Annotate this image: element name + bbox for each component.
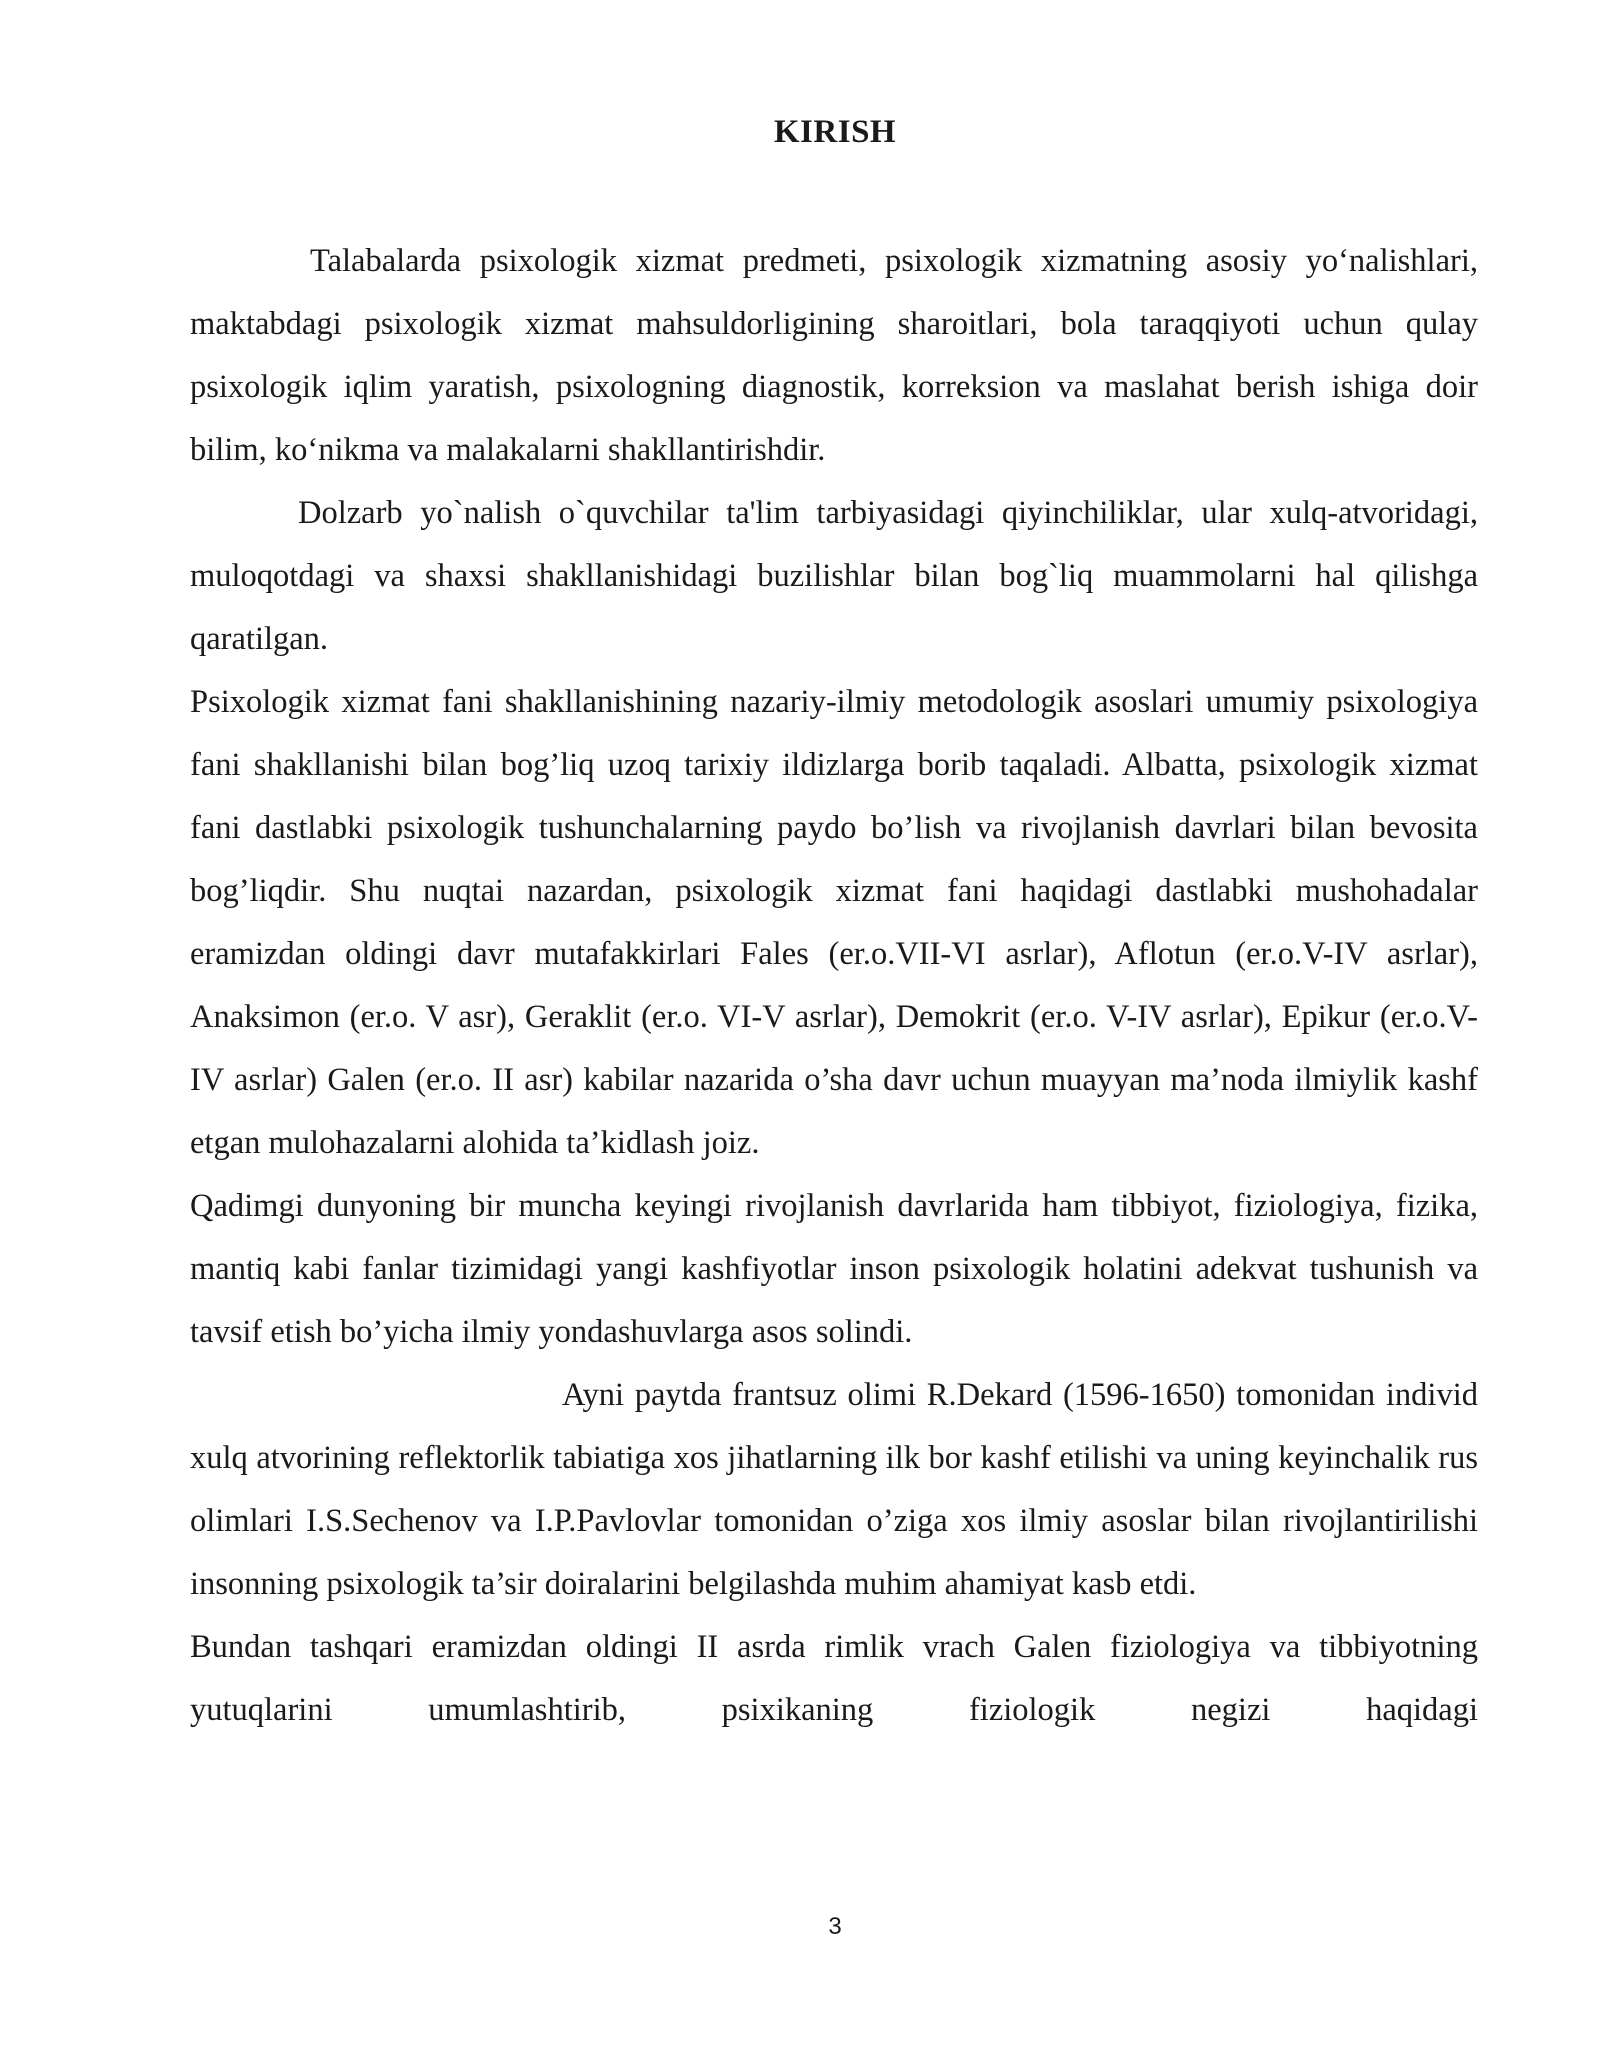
page-number: 3	[828, 1913, 842, 1940]
paragraph-5: Ayni paytda frantsuz olimi R.Dekard (1596-1650) tomonidan individ xulq atvorining reflektorlik tabiatiga xos jihatlarning ilk bor kashf etilishi va uning keyinchalik rus olimlari I.S.Sechenov va I.P.Pavlovlar tomonidan o’ziga xos ilmiy asoslar bilan rivojlantirilishi insonning psixologik ta’sir doiralarini belgilashda muhim ahamiyat kasb etdi.	[190, 1377, 1478, 1602]
paragraph-3: Psixologik xizmat fani shakllanishining nazariy-ilmiy metodologik asoslari umumiy psixologiya fani shakllanishi bilan bog’liq uzoq tarixiy ildizlarga borib taqaladi. Albatta, psixologik xizmat fani dastlabki psixologik tushunchalarning paydo bo’lish va rivojlanish davrlari bilan bevosita bog’liqdir. Shu nuqtai nazardan, psixologik xizmat fani haqidagi dastlabki mushohadalar eramizdan oldingi davr mutafakkirlari Fales (er.o.VII-VI asrlar), Aflotun (er.o.V-IV asrlar), Anaksimon (er.o. V asr), Geraklit (er.o. VI-V asrlar), Demokrit (er.o. V-IV asrlar), Epikur (er.o.V-IV asrlar) Galen (er.o. II asr) kabilar nazarida o’sha davr uchun muayyan ma’noda ilmiylik kashf etgan mulohazalarni alohida ta’kidlash joiz.	[190, 684, 1478, 1161]
paragraph-2: Dolzarb yo`nalish o`quvchilar ta'lim tarbiyasidagi qiyinchiliklar, ular xulq-atvoridagi, muloqotdagi va shaxsi shakllanishidagi buzilishlar bilan bog`liq muammolarni hal qilishga qaratilgan.	[190, 495, 1478, 657]
paragraph-4: Qadimgi dunyoning bir muncha keyingi rivojlanish davrlarida ham tibbiyot, fiziologiya, fizika, mantiq kabi fanlar tizimidagi yangi kashfiyotlar inson psixologik holatini adekvat tushunish va tavsif etish bo’yicha ilmiy yondashuvlarga asos solindi.	[190, 1188, 1478, 1350]
paragraph-6: Bundan tashqari eramizdan oldingi II asrda rimlik vrach Galen fiziologiya va tibbiyotning yutuqlarini umumlashtirib, psixikaning fiziologik negizi haqidagi	[190, 1629, 1478, 1728]
paragraph-1: Talabalarda psixologik xizmat predmeti, psixologik xizmatning asosiy yo‘nalishlari, maktabdagi psixologik xizmat mahsuldorligining sharoitlari, bola taraqqiyoti uchun qulay psixologik iqlim yaratish, psixologning diagnostik, korreksion va maslahat berish ishiga doir bilim, ko‘nikma va malakalarni shakllantirishdir.	[190, 243, 1478, 468]
body-text	[190, 230, 1478, 1742]
page-title: KIRISH	[773, 114, 897, 150]
